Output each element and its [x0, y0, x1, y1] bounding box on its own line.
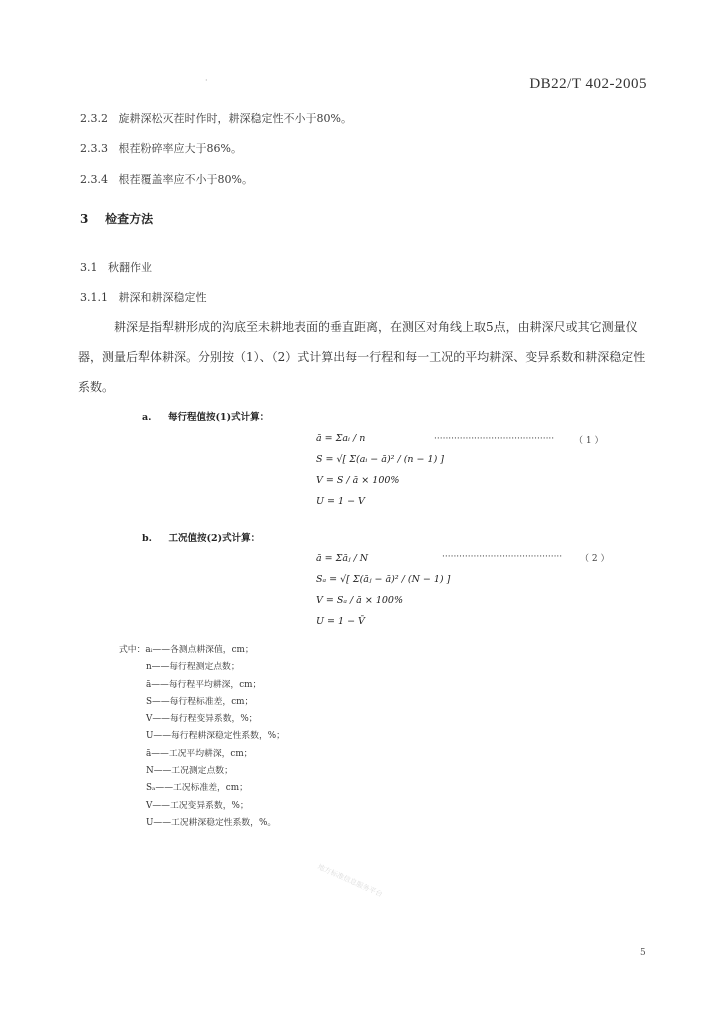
formula-variation: V = S / ā × 100% [316, 475, 400, 486]
body-paragraph [78, 312, 650, 402]
definition-line: U——每行程耕深稳定性系数，%； [146, 731, 285, 742]
formula-mean: ā = Σāⱼ / N [316, 553, 369, 564]
subsection-title: 秋翻作业 [108, 261, 152, 274]
item-a [142, 409, 269, 423]
definition-line: S——每行程标准差，cm； [146, 696, 254, 707]
clause-2-3-3 [80, 140, 242, 156]
leader-dots-b: ·········································· [442, 552, 563, 562]
definition-line: Sₐ——工况标准差，cm； [146, 783, 248, 794]
subsection-3-1 [80, 259, 152, 275]
clause-text: 根茬粉碎率应大于86%。 [118, 142, 242, 155]
formula-variation: V = Sₐ / ā × 100% [316, 595, 403, 606]
clause-text: 旋耕深松灭茬时作时，耕深稳定性不小于80%。 [118, 112, 352, 125]
section-3-heading [80, 210, 153, 227]
subsection-3-1-1 [80, 289, 207, 305]
clause-text: 根茬覆盖率应不小于80%。 [118, 173, 253, 186]
item-label: b. [142, 533, 152, 544]
definition-line: ā——每行程平均耕深，cm； [146, 679, 262, 690]
item-b [142, 530, 260, 544]
clause-2-3-2 [80, 110, 352, 126]
definition-line: 式中：aᵢ——各测点耕深值，cm； [119, 645, 254, 655]
item-text: 每行程值按(1)式计算： [168, 412, 270, 423]
header-mark: · [205, 76, 208, 85]
section-number: 3 [80, 212, 89, 226]
variable-definitions [119, 642, 285, 832]
leader-dots-a: ·········································· [434, 434, 555, 444]
formula-block-a [316, 428, 444, 512]
definition-line: U——工况耕深稳定性系数，%。 [146, 817, 277, 828]
formula-block-b [316, 548, 450, 632]
formula-std: S = √[ Σ(aᵢ − ā)² / (n − 1) ] [316, 454, 445, 465]
watermark: 地方标准信息服务平台 [316, 862, 384, 899]
subsection-number: 3.1.1 [80, 291, 108, 304]
formula-mean: ā = Σaᵢ / n [316, 433, 366, 444]
clause-number: 2.3.4 [80, 173, 108, 186]
body-text: 耕深是指犁耕形成的沟底至未耕地表面的垂直距离，在测区对角线上取5点，由耕深尺或其它测量仪器，测量后犁体耕深。分别按（1）、（2）式计算出每一行程和每一工况的平均耕深、变异系数和耕深稳定性系数。 [78, 320, 646, 394]
definition-line: N——工况测定点数； [146, 766, 233, 777]
clause-number: 2.3.3 [80, 142, 108, 155]
definition-line: V——工况变异系数，%； [146, 800, 249, 811]
formula-std: Sₐ = √[ Σ(āⱼ − ā)² / (N − 1) ] [316, 574, 451, 585]
definition-line: ā——工况平均耕深，cm； [146, 748, 253, 759]
standard-number: DB22/T 402-2005 [529, 76, 647, 92]
definition-line: V——每行程变异系数，%； [146, 714, 258, 725]
clause-number: 2.3.2 [80, 112, 108, 125]
equation-number-2: （ 2 ） [580, 554, 610, 564]
formula-stability: U = 1 − V [316, 496, 365, 507]
formula-stability: U = 1 − V̄ [316, 616, 365, 627]
section-title: 检查方法 [105, 212, 154, 226]
equation-number-1: （ 1 ） [574, 436, 604, 446]
definition-line: n——每行程测定点数； [146, 662, 240, 673]
item-text: 工况值按(2)式计算： [168, 533, 261, 544]
page-number: 5 [640, 948, 646, 958]
subsection-number: 3.1 [80, 261, 98, 274]
clause-2-3-4 [80, 171, 253, 187]
item-label: a. [142, 412, 152, 423]
subsection-title: 耕深和耕深稳定性 [118, 291, 207, 304]
